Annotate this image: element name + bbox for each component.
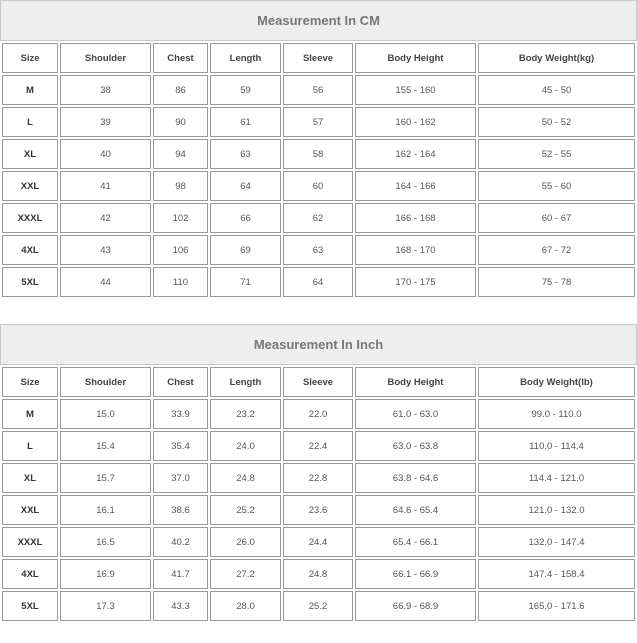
size-cell: 5XL	[2, 267, 58, 297]
table-row	[2, 235, 635, 265]
table-cell: 162 - 164	[355, 139, 476, 169]
table-cell: 23.6	[283, 495, 353, 525]
table-row	[2, 107, 635, 137]
table-cell: 24.0	[210, 431, 281, 461]
table-cell: 24.8	[210, 463, 281, 493]
table-cell: 42	[60, 203, 151, 233]
table-cell: 106	[153, 235, 208, 265]
table-cell: 22.4	[283, 431, 353, 461]
column-header: Size	[2, 367, 58, 397]
table-header-row	[2, 43, 635, 73]
table-cell: 99.0 - 110.0	[478, 399, 635, 429]
table-cell: 132.0 - 147.4	[478, 527, 635, 557]
table-cell: 121.0 - 132.0	[478, 495, 635, 525]
table-cell: 57	[283, 107, 353, 137]
table-cell: 22.8	[283, 463, 353, 493]
table-cell: 64.6 - 65.4	[355, 495, 476, 525]
table-cell: 98	[153, 171, 208, 201]
size-cell: XL	[2, 463, 58, 493]
table-cell: 25.2	[283, 591, 353, 621]
table-cell: 59	[210, 75, 281, 105]
table-cell: 28.0	[210, 591, 281, 621]
table-cell: 61	[210, 107, 281, 137]
table-cell: 41	[60, 171, 151, 201]
table-row	[2, 75, 635, 105]
column-header: Size	[2, 43, 58, 73]
table-cell: 38	[60, 75, 151, 105]
inch-measurement-section	[0, 324, 637, 623]
table-cell: 64	[210, 171, 281, 201]
table-row	[2, 203, 635, 233]
table-cell: 168 - 170	[355, 235, 476, 265]
table-cell: 155 - 160	[355, 75, 476, 105]
size-cell: XXXL	[2, 527, 58, 557]
table-cell: 16.1	[60, 495, 151, 525]
table-cell: 114.4 - 121.0	[478, 463, 635, 493]
column-header: Length	[210, 43, 281, 73]
table-cell: 39	[60, 107, 151, 137]
size-cell: L	[2, 107, 58, 137]
table-cell: 43	[60, 235, 151, 265]
column-header: Shoulder	[60, 43, 151, 73]
table-cell: 86	[153, 75, 208, 105]
size-cell: XXL	[2, 495, 58, 525]
table-cell: 56	[283, 75, 353, 105]
table-cell: 40.2	[153, 527, 208, 557]
table-cell: 40	[60, 139, 151, 169]
table-cell: 17.3	[60, 591, 151, 621]
table-cell: 15.4	[60, 431, 151, 461]
column-header: Body Weight(lb)	[478, 367, 635, 397]
table-cell: 61.0 - 63.0	[355, 399, 476, 429]
table-header-row	[2, 367, 635, 397]
table-cell: 94	[153, 139, 208, 169]
table-cell: 24.4	[283, 527, 353, 557]
table-row	[2, 171, 635, 201]
column-header: Chest	[153, 43, 208, 73]
column-header: Body Weight(kg)	[478, 43, 635, 73]
size-cell: L	[2, 431, 58, 461]
table-cell: 52 - 55	[478, 139, 635, 169]
table-cell: 110	[153, 267, 208, 297]
table-cell: 170 - 175	[355, 267, 476, 297]
table-cell: 22.0	[283, 399, 353, 429]
table-row	[2, 267, 635, 297]
table-cell: 67 - 72	[478, 235, 635, 265]
table-cell: 27.2	[210, 559, 281, 589]
table-row	[2, 463, 635, 493]
table-cell: 16.5	[60, 527, 151, 557]
table-cell: 164 - 166	[355, 171, 476, 201]
table-cell: 50 - 52	[478, 107, 635, 137]
table-cell: 110.0 - 114.4	[478, 431, 635, 461]
size-cell: 4XL	[2, 559, 58, 589]
table-cell: 41.7	[153, 559, 208, 589]
size-cell: XL	[2, 139, 58, 169]
table-cell: 69	[210, 235, 281, 265]
table-cell: 16.9	[60, 559, 151, 589]
table-cell: 63.0 - 63.8	[355, 431, 476, 461]
table-cell: 44	[60, 267, 151, 297]
size-cell: XXXL	[2, 203, 58, 233]
table-cell: 63	[283, 235, 353, 265]
cm-table-title: Measurement In CM	[0, 0, 637, 41]
column-header: Chest	[153, 367, 208, 397]
size-cell: XXL	[2, 171, 58, 201]
table-cell: 66.1 - 66.9	[355, 559, 476, 589]
size-cell: M	[2, 399, 58, 429]
table-cell: 66.9 - 68.9	[355, 591, 476, 621]
inch-size-table	[0, 365, 637, 623]
size-cell: M	[2, 75, 58, 105]
table-cell: 33.9	[153, 399, 208, 429]
table-cell: 102	[153, 203, 208, 233]
table-cell: 15.0	[60, 399, 151, 429]
column-header: Body Height	[355, 367, 476, 397]
table-row	[2, 591, 635, 621]
table-cell: 55 - 60	[478, 171, 635, 201]
column-header: Sleeve	[283, 367, 353, 397]
table-cell: 24.8	[283, 559, 353, 589]
table-row	[2, 495, 635, 525]
table-cell: 90	[153, 107, 208, 137]
table-cell: 63.8 - 64.6	[355, 463, 476, 493]
table-cell: 62	[283, 203, 353, 233]
table-cell: 15.7	[60, 463, 151, 493]
table-cell: 58	[283, 139, 353, 169]
table-cell: 25.2	[210, 495, 281, 525]
table-cell: 71	[210, 267, 281, 297]
size-cell: 5XL	[2, 591, 58, 621]
table-cell: 63	[210, 139, 281, 169]
table-row	[2, 431, 635, 461]
table-cell: 65.4 - 66.1	[355, 527, 476, 557]
column-header: Length	[210, 367, 281, 397]
cm-size-table	[0, 41, 637, 299]
table-cell: 26.0	[210, 527, 281, 557]
cm-measurement-section	[0, 0, 637, 299]
table-cell: 166 - 168	[355, 203, 476, 233]
column-header: Body Height	[355, 43, 476, 73]
column-header: Shoulder	[60, 367, 151, 397]
inch-table-title: Measurement In Inch	[0, 324, 637, 365]
table-cell: 75 - 78	[478, 267, 635, 297]
table-cell: 35.4	[153, 431, 208, 461]
table-cell: 160 - 162	[355, 107, 476, 137]
table-cell: 165.0 - 171.6	[478, 591, 635, 621]
table-cell: 37.0	[153, 463, 208, 493]
size-cell: 4XL	[2, 235, 58, 265]
table-cell: 64	[283, 267, 353, 297]
column-header: Sleeve	[283, 43, 353, 73]
table-cell: 45 - 50	[478, 75, 635, 105]
table-cell: 60 - 67	[478, 203, 635, 233]
table-row	[2, 139, 635, 169]
table-cell: 66	[210, 203, 281, 233]
table-cell: 60	[283, 171, 353, 201]
table-cell: 38.6	[153, 495, 208, 525]
table-cell: 147.4 - 158.4	[478, 559, 635, 589]
table-row	[2, 559, 635, 589]
table-row	[2, 399, 635, 429]
table-cell: 23.2	[210, 399, 281, 429]
table-cell: 43.3	[153, 591, 208, 621]
table-row	[2, 527, 635, 557]
